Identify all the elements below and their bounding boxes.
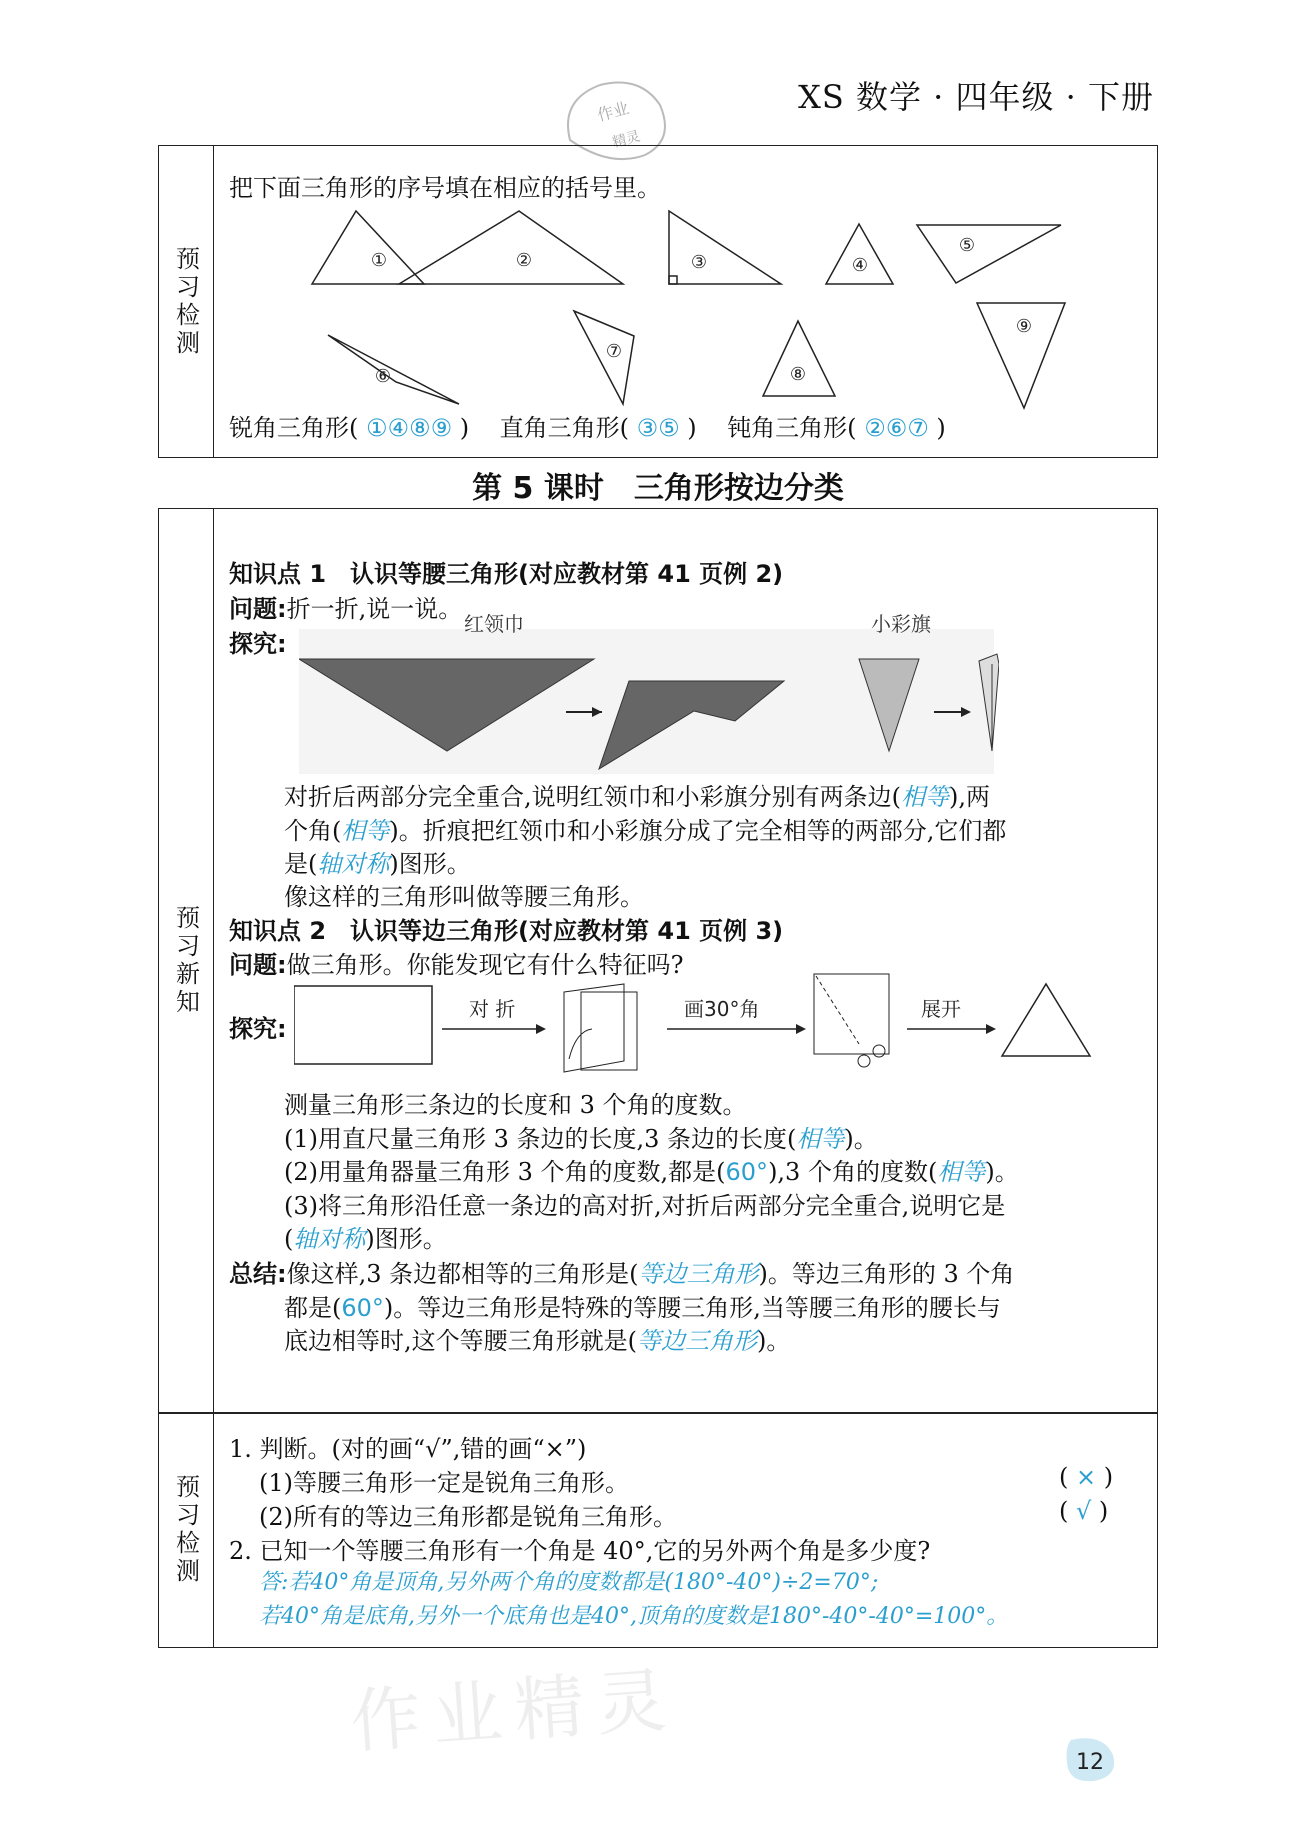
answer-acute: ①④⑧⑨: [366, 414, 453, 442]
kp1-line3: 是(轴对称)图形。: [284, 850, 471, 878]
tri-label: ⑥: [374, 366, 392, 387]
kp1-line2: 个角(相等)。折痕把红领巾和小彩旗分成了完全相等的两部分,它们都: [284, 817, 1007, 845]
kp2-line1: 测量三角形三条边的长度和 3 个角的度数。: [284, 1091, 747, 1119]
tri-label: ⑧: [789, 364, 807, 385]
triangle-1: [312, 211, 424, 284]
tri-label: ②: [515, 250, 533, 271]
page-number-badge: [1063, 1735, 1119, 1785]
page-header: XS 数学 · 四年级 · 下册: [798, 78, 1154, 116]
section-new-knowledge: [158, 508, 1158, 1414]
lesson-title: 第 5 课时 三角形按边分类: [472, 471, 844, 506]
kp2-question: 问题:做三角形。你能发现它有什么特征吗?: [229, 951, 684, 979]
triangle-7b: [574, 311, 634, 404]
blank: 等边三角形: [637, 1327, 757, 1355]
blank: 轴对称: [317, 850, 390, 878]
step-open-label: 展开: [921, 997, 961, 1021]
tri-label: ⑤: [958, 235, 976, 256]
fold-figure: [299, 609, 999, 779]
blank: 60°: [725, 1158, 769, 1186]
tri-label: ⑨: [1015, 316, 1033, 337]
section-label: 预习检测: [159, 1413, 214, 1647]
stamp-text-1: 作业: [595, 98, 632, 125]
q2: 2. 已知一个等腰三角形有一个角是 40°,它的另外两个角是多少度?: [229, 1537, 931, 1565]
kp2-line5: (轴对称)图形。: [284, 1225, 447, 1253]
kp1-question: 问题:折一折,说一说。: [229, 595, 463, 623]
blank: 等边三角形: [638, 1260, 759, 1288]
equilateral-steps-figure: [294, 959, 1124, 1079]
flag-label: 小彩旗: [871, 612, 931, 636]
q1-2-answer: ( √ ): [1059, 1497, 1109, 1525]
answer-obtuse: ②⑥⑦: [864, 414, 929, 442]
blank: 相等: [796, 1125, 845, 1153]
summary-line1: 总结:像这样,3 条边都相等的三角形是(等边三角形)。等边三角形的 3 个角: [229, 1260, 1015, 1288]
classification-answers: 锐角三角形( ①④⑧⑨ ) 直角三角形( ③⑤ ) 钝角三角形( ②⑥⑦ ): [229, 414, 946, 442]
summary-line2: 都是(60°)。等边三角形是特殊的等腰三角形,当等腰三角形的腰长与: [284, 1294, 1001, 1322]
kp1-explore-label: 探究:: [229, 630, 287, 658]
tri-label: ⑦: [605, 341, 623, 362]
section-label: 预习检测: [159, 146, 214, 457]
blank: 60°: [341, 1294, 384, 1322]
step-fold-label: 对 折: [469, 997, 516, 1021]
step-draw-label: 画30°角: [684, 997, 760, 1021]
kp2-title: 知识点 2 认识等边三角形(对应教材第 41 页例 3): [229, 917, 784, 945]
answer-right: ③⑤: [636, 414, 680, 442]
triangle-figures: [229, 191, 1129, 411]
kp1-line4: 像这样的三角形叫做等腰三角形。: [284, 883, 644, 911]
triangle-2: [399, 211, 623, 284]
kp2-line3: (2)用量角器量三角形 3 个角的度数,都是(60°),3 个角的度数(相等)。: [284, 1158, 1019, 1186]
blank: 相等: [901, 783, 949, 811]
tri-label: ①: [370, 250, 388, 271]
triangle-5: [917, 225, 1061, 283]
q1-1-answer: ( × ): [1059, 1463, 1114, 1491]
watermark: 作业精灵: [347, 1658, 681, 1764]
section-check-1: [158, 145, 1158, 458]
blank: 轴对称: [293, 1225, 366, 1253]
kp1-title: 知识点 1 认识等腰三角形(对应教材第 41 页例 2): [229, 560, 784, 588]
kp2-explore-label: 探究:: [229, 1015, 287, 1043]
section-check-2: [158, 1412, 1158, 1648]
tri-label: ④: [851, 255, 869, 276]
triangle-6: [328, 335, 459, 404]
blank: 相等: [937, 1158, 986, 1186]
q1-1: (1)等腰三角形一定是锐角三角形。: [259, 1469, 629, 1497]
kp1-line1: 对折后两部分完全重合,说明红领巾和小彩旗分别有两条边(相等),两: [284, 783, 990, 811]
q2-answer-2: 若40°角是底角,另外一个底角也是40°,顶角的度数是180°-40°-40°=100°。: [259, 1604, 1009, 1629]
q2-answer-1: 答:若40°角是顶角,另外两个角的度数都是(180°-40°)÷2=70°;: [259, 1570, 879, 1595]
instruction: 把下面三角形的序号填在相应的括号里。: [229, 174, 661, 202]
scarf-label: 红领巾: [464, 612, 524, 636]
blank: 相等: [341, 817, 390, 845]
page-number: 12: [1076, 1750, 1104, 1775]
summary-line3: 底边相等时,这个等腰三角形就是(等边三角形)。: [284, 1327, 791, 1355]
kp2-line2: (1)用直尺量三角形 3 条边的长度,3 条边的长度(相等)。: [284, 1125, 878, 1153]
kp2-line4: (3)将三角形沿任意一条边的高对折,对折后两部分完全重合,说明它是: [284, 1192, 1006, 1220]
stamp-text-2: 精灵: [610, 128, 643, 152]
q1-2: (2)所有的等边三角形都是锐角三角形。: [259, 1503, 677, 1531]
triangle-3: [669, 211, 781, 284]
q1: 1. 判断。(对的画“√”,错的画“×”): [229, 1435, 587, 1463]
section-label: 预习新知: [159, 509, 214, 1413]
tri-label: ③: [690, 252, 708, 273]
